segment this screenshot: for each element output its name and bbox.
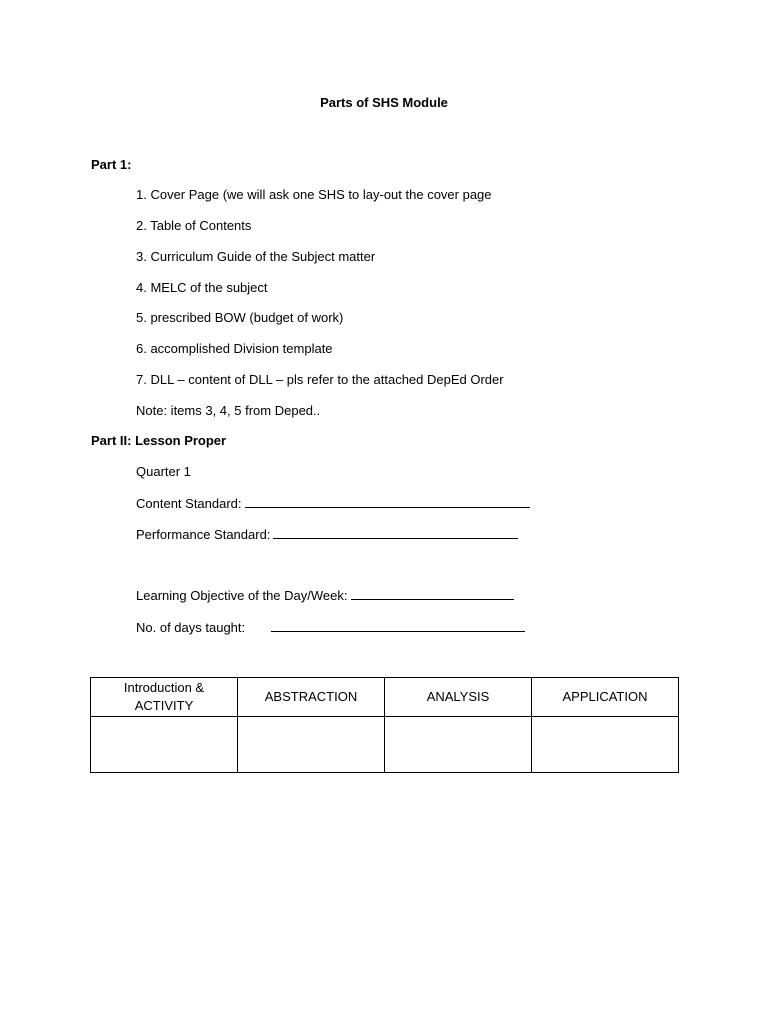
part1-note: Note: items 3, 4, 5 from Deped.. <box>136 403 321 418</box>
lesson-table <box>90 677 679 773</box>
table-header-analysis: ANALYSIS <box>385 678 532 717</box>
learning-objective-blank <box>351 587 514 600</box>
part1-item-bow: 5. prescribed BOW (budget of work) <box>136 310 344 325</box>
performance-standard-row <box>136 526 518 542</box>
part1-item-dll: 7. DLL – content of DLL – pls refer to the attached DepEd Order <box>136 372 504 387</box>
table-row <box>91 717 679 773</box>
part1-item-cover-page: 1. Cover Page (we will ask one SHS to lay-out the cover page <box>136 187 492 202</box>
table-header-introduction: Introduction & ACTIVITY <box>91 678 238 717</box>
part1-item-table-of-contents: 2. Table of Contents <box>136 218 252 233</box>
table-cell-analysis[interactable] <box>385 717 532 773</box>
table-cell-application[interactable] <box>532 717 679 773</box>
table-header-application: APPLICATION <box>532 678 679 717</box>
days-taught-blank <box>271 619 525 632</box>
part1-heading: Part 1: <box>91 157 132 172</box>
content-standard-row <box>136 495 530 511</box>
table-header-abstraction: ABSTRACTION <box>238 678 385 717</box>
performance-standard-label: Performance Standard: <box>136 527 271 542</box>
content-standard-label: Content Standard: <box>136 496 242 511</box>
learning-objective-row <box>136 587 514 603</box>
part1-item-melc: 4. MELC of the subject <box>136 280 268 295</box>
part1-item-division-template: 6. accomplished Division template <box>136 341 333 356</box>
table-cell-abstraction[interactable] <box>238 717 385 773</box>
table-cell-introduction[interactable] <box>91 717 238 773</box>
days-taught-label: No. of days taught: <box>136 620 246 635</box>
learning-objective-label: Learning Objective of the Day/Week: <box>136 588 348 603</box>
days-taught-row <box>136 619 525 635</box>
table-header-row <box>91 678 679 717</box>
content-standard-blank <box>245 495 530 508</box>
quarter-label: Quarter 1 <box>136 464 191 479</box>
performance-standard-blank <box>273 526 518 539</box>
part1-item-curriculum-guide: 3. Curriculum Guide of the Subject matter <box>136 249 376 264</box>
document-title: Parts of SHS Module <box>320 95 448 110</box>
part2-heading: Part II: Lesson Proper <box>91 433 227 448</box>
